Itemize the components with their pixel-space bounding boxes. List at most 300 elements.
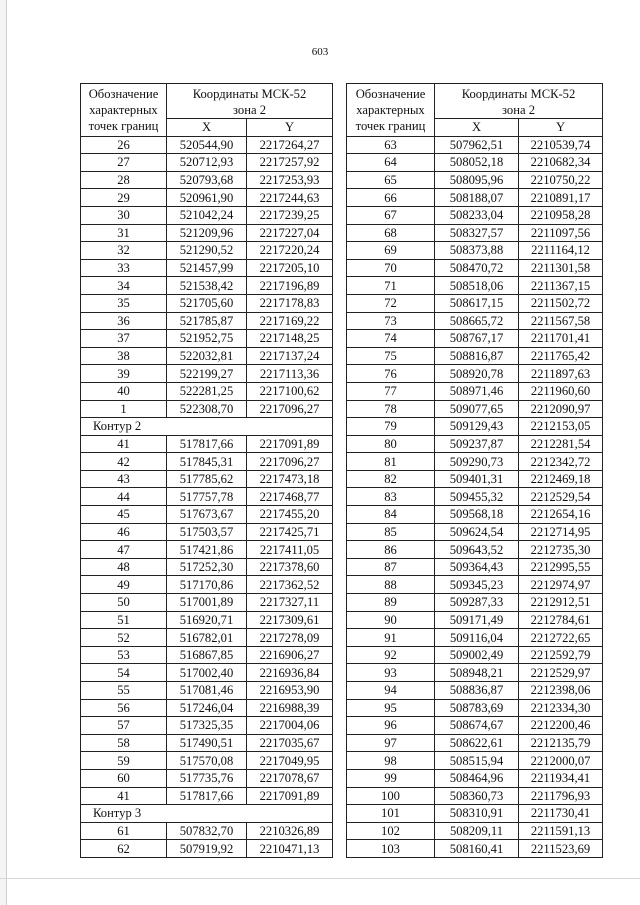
header-label-line-3: точек границ [88, 119, 159, 133]
x-coordinate-cell: 509116,04 [435, 629, 519, 647]
point-id-cell: 88 [347, 576, 435, 594]
coordinates-header-line-2: зона 2 [502, 103, 535, 117]
x-coordinate-cell: 508470,72 [435, 259, 519, 277]
point-id-cell: 76 [347, 365, 435, 383]
y-coordinate-cell: 2217362,52 [247, 576, 333, 594]
table-row [81, 682, 333, 700]
y-coordinate-cell: 2217378,60 [247, 558, 333, 576]
table-row [347, 382, 603, 400]
point-id-cell: 44 [81, 488, 167, 506]
x-coordinate-cell: 520793,68 [167, 171, 247, 189]
x-coordinate-cell: 517421,86 [167, 541, 247, 559]
table-row [347, 259, 603, 277]
x-coordinate-cell: 508373,88 [435, 242, 519, 260]
point-id-cell: 78 [347, 400, 435, 418]
point-id-cell: 58 [81, 734, 167, 752]
x-coordinate-cell: 520961,90 [167, 189, 247, 207]
table-row [81, 347, 333, 365]
table-row [347, 470, 603, 488]
y-coordinate-cell: 2211730,41 [519, 805, 603, 823]
x-coordinate-cell: 521705,60 [167, 294, 247, 312]
table-row [81, 664, 333, 682]
y-coordinate-cell: 2217473,18 [247, 470, 333, 488]
point-id-cell: 68 [347, 224, 435, 242]
table-row [81, 365, 333, 383]
x-coordinate-cell: 508052,18 [435, 154, 519, 172]
y-coordinate-cell: 2212200,46 [519, 717, 603, 735]
header-label-line-2: характерных [356, 103, 425, 117]
y-coordinate-cell: 2217327,11 [247, 594, 333, 612]
y-coordinate-cell: 2216953,90 [247, 682, 333, 700]
y-coordinate-cell: 2211960,60 [519, 382, 603, 400]
x-coordinate-cell: 508622,61 [435, 734, 519, 752]
table-row [347, 189, 603, 207]
point-label-header [81, 84, 167, 137]
y-coordinate-cell: 2212714,95 [519, 523, 603, 541]
x-coordinate-cell: 508674,67 [435, 717, 519, 735]
y-coordinate-cell: 2217227,04 [247, 224, 333, 242]
point-id-cell: 46 [81, 523, 167, 541]
table-row [347, 664, 603, 682]
point-id-cell: 53 [81, 646, 167, 664]
x-coordinate-cell: 509290,73 [435, 453, 519, 471]
point-id-cell: 57 [81, 717, 167, 735]
point-id-cell: 69 [347, 242, 435, 260]
y-coordinate-cell: 2211367,15 [519, 277, 603, 295]
y-coordinate-cell: 2217078,67 [247, 769, 333, 787]
y-coordinate-cell: 2217091,89 [247, 787, 333, 805]
point-id-cell: 40 [81, 382, 167, 400]
table-row [81, 224, 333, 242]
point-id-cell: 54 [81, 664, 167, 682]
y-coordinate-cell: 2212995,55 [519, 558, 603, 576]
point-id-cell: 39 [81, 365, 167, 383]
table-row [81, 330, 333, 348]
x-coordinate-cell: 516920,71 [167, 611, 247, 629]
table-row [347, 136, 603, 154]
x-coordinate-cell: 507919,92 [167, 840, 247, 858]
coordinates-header [167, 84, 333, 119]
table-row [81, 242, 333, 260]
table-row [81, 488, 333, 506]
x-coordinate-cell: 522308,70 [167, 400, 247, 418]
y-coordinate-cell: 2216906,27 [247, 646, 333, 664]
x-coordinate-cell: 507832,70 [167, 822, 247, 840]
y-coordinate-cell: 2217425,71 [247, 523, 333, 541]
table-row [81, 189, 333, 207]
point-id-cell: 101 [347, 805, 435, 823]
point-id-cell: 38 [81, 347, 167, 365]
point-id-cell: 41 [81, 435, 167, 453]
y-coordinate-cell: 2217035,67 [247, 734, 333, 752]
table-row [347, 330, 603, 348]
table-row [347, 629, 603, 647]
table-row [81, 206, 333, 224]
table-row [347, 787, 603, 805]
y-coordinate-cell: 2217137,24 [247, 347, 333, 365]
point-id-cell: 79 [347, 418, 435, 436]
point-id-cell: 28 [81, 171, 167, 189]
point-id-cell: 100 [347, 787, 435, 805]
y-coordinate-cell: 2211164,12 [519, 242, 603, 260]
point-id-cell: 70 [347, 259, 435, 277]
y-coordinate-cell: 2217096,27 [247, 400, 333, 418]
page-number: 603 [311, 46, 329, 58]
x-coordinate-cell: 517817,66 [167, 435, 247, 453]
point-id-cell: 62 [81, 840, 167, 858]
x-coordinate-cell: 508617,15 [435, 294, 519, 312]
x-coordinate-cell: 517001,89 [167, 594, 247, 612]
y-coordinate-cell: 2217178,83 [247, 294, 333, 312]
table-row [347, 488, 603, 506]
point-id-cell: 97 [347, 734, 435, 752]
table-row [347, 418, 603, 436]
y-coordinate-cell: 2217239,25 [247, 206, 333, 224]
y-coordinate-cell: 2210539,74 [519, 136, 603, 154]
x-coordinate-cell: 508920,78 [435, 365, 519, 383]
x-coordinate-cell: 509077,65 [435, 400, 519, 418]
x-coordinate-cell: 517170,86 [167, 576, 247, 594]
y-coordinate-cell: 2212398,06 [519, 682, 603, 700]
x-coordinate-cell: 517246,04 [167, 699, 247, 717]
table-row [81, 734, 333, 752]
y-coordinate-cell: 2210682,34 [519, 154, 603, 172]
page-edge-shadow [0, 0, 7, 905]
point-id-cell: 56 [81, 699, 167, 717]
table-row [81, 259, 333, 277]
table-row [81, 629, 333, 647]
table-row [347, 541, 603, 559]
y-coordinate-cell: 2211897,63 [519, 365, 603, 383]
table-row [347, 822, 603, 840]
y-coordinate-cell: 2212735,30 [519, 541, 603, 559]
x-coordinate-cell: 509401,31 [435, 470, 519, 488]
x-coordinate-cell: 521457,99 [167, 259, 247, 277]
y-coordinate-cell: 2211097,56 [519, 224, 603, 242]
table-row [347, 752, 603, 770]
x-coordinate-cell: 508464,96 [435, 769, 519, 787]
x-coordinate-cell: 521952,75 [167, 330, 247, 348]
y-coordinate-cell: 2217253,93 [247, 171, 333, 189]
coordinates-header-line-2: зона 2 [233, 103, 266, 117]
x-coordinate-cell: 508783,69 [435, 699, 519, 717]
x-coordinate-cell: 517845,31 [167, 453, 247, 471]
x-coordinate-cell: 508816,87 [435, 347, 519, 365]
y-coordinate-cell: 2217169,22 [247, 312, 333, 330]
table-row [347, 400, 603, 418]
table-row [347, 506, 603, 524]
y-coordinate-cell: 2217455,20 [247, 506, 333, 524]
coordinates-table-right [346, 83, 603, 858]
x-coordinate-cell: 509171,49 [435, 611, 519, 629]
y-coordinate-cell: 2212912,51 [519, 594, 603, 612]
x-coordinate-cell: 508160,41 [435, 840, 519, 858]
table-row [347, 840, 603, 858]
point-id-cell: 50 [81, 594, 167, 612]
x-coordinate-cell: 509002,49 [435, 646, 519, 664]
point-id-cell: 36 [81, 312, 167, 330]
x-coordinate-cell: 509643,52 [435, 541, 519, 559]
point-id-cell: 83 [347, 488, 435, 506]
table-row [81, 576, 333, 594]
table-row [347, 682, 603, 700]
x-coordinate-cell: 509345,23 [435, 576, 519, 594]
point-id-cell: 49 [81, 576, 167, 594]
point-id-cell: 91 [347, 629, 435, 647]
table-row [81, 840, 333, 858]
point-id-cell: 67 [347, 206, 435, 224]
point-id-cell: 93 [347, 664, 435, 682]
y-coordinate-cell: 2211765,42 [519, 347, 603, 365]
table-row [347, 277, 603, 295]
x-coordinate-cell: 509624,54 [435, 523, 519, 541]
table-row [81, 294, 333, 312]
point-id-cell: 63 [347, 136, 435, 154]
x-coordinate-cell: 516867,85 [167, 646, 247, 664]
y-coordinate-cell: 2212281,54 [519, 435, 603, 453]
y-coordinate-cell: 2217220,24 [247, 242, 333, 260]
x-coordinate-cell: 520544,90 [167, 136, 247, 154]
point-id-cell: 37 [81, 330, 167, 348]
point-id-cell: 73 [347, 312, 435, 330]
header-label-line-1: Обозначение [355, 87, 426, 101]
table-row [81, 646, 333, 664]
y-coordinate-cell: 2212529,97 [519, 664, 603, 682]
x-coordinate-cell: 517757,78 [167, 488, 247, 506]
table-row [347, 206, 603, 224]
y-coordinate-cell: 2212974,97 [519, 576, 603, 594]
y-coordinate-cell: 2217264,27 [247, 136, 333, 154]
x-coordinate-cell: 508327,57 [435, 224, 519, 242]
table-row [347, 242, 603, 260]
y-coordinate-cell: 2212342,72 [519, 453, 603, 471]
table-row [347, 646, 603, 664]
point-id-cell: 96 [347, 717, 435, 735]
point-id-cell: 77 [347, 382, 435, 400]
table-row [347, 576, 603, 594]
contour-label: Контур 2 [81, 418, 333, 436]
table-row [347, 699, 603, 717]
point-id-cell: 92 [347, 646, 435, 664]
x-coordinate-cell: 517785,62 [167, 470, 247, 488]
table-row [81, 277, 333, 295]
point-id-cell: 45 [81, 506, 167, 524]
point-id-cell: 82 [347, 470, 435, 488]
table-row [81, 717, 333, 735]
table-header-row [347, 84, 603, 119]
table-row [347, 224, 603, 242]
y-coordinate-cell: 2217113,36 [247, 365, 333, 383]
point-id-cell: 90 [347, 611, 435, 629]
y-coordinate-cell: 2211523,69 [519, 840, 603, 858]
coordinates-header [435, 84, 603, 119]
table-row [81, 558, 333, 576]
y-coordinate-cell: 2210891,17 [519, 189, 603, 207]
x-coordinate-cell: 509237,87 [435, 435, 519, 453]
table-row [347, 558, 603, 576]
point-id-cell: 95 [347, 699, 435, 717]
table-row [347, 717, 603, 735]
coordinates-header-line-1: Координаты МСК-52 [461, 87, 576, 101]
point-id-cell: 94 [347, 682, 435, 700]
point-id-cell: 61 [81, 822, 167, 840]
point-id-cell: 55 [81, 682, 167, 700]
y-coordinate-cell: 2217468,77 [247, 488, 333, 506]
table-row [347, 435, 603, 453]
point-id-cell: 89 [347, 594, 435, 612]
table-row [81, 312, 333, 330]
point-id-cell: 102 [347, 822, 435, 840]
point-id-cell: 27 [81, 154, 167, 172]
y-coordinate-cell: 2217309,61 [247, 611, 333, 629]
y-coordinate-cell: 2210326,89 [247, 822, 333, 840]
x-coordinate-cell: 508095,96 [435, 171, 519, 189]
y-coordinate-cell: 2211934,41 [519, 769, 603, 787]
y-coordinate-cell: 2217091,89 [247, 435, 333, 453]
point-id-cell: 103 [347, 840, 435, 858]
y-coordinate-cell: 2212334,30 [519, 699, 603, 717]
x-coordinate-cell: 522199,27 [167, 365, 247, 383]
table-row [347, 523, 603, 541]
y-coordinate-cell: 2217049,95 [247, 752, 333, 770]
y-coordinate-cell: 2212153,05 [519, 418, 603, 436]
y-coordinate-cell: 2217196,89 [247, 277, 333, 295]
point-id-cell: 1 [81, 400, 167, 418]
contour-header-row [81, 805, 333, 823]
x-coordinate-cell: 521538,42 [167, 277, 247, 295]
point-id-cell: 47 [81, 541, 167, 559]
contour-label: Контур 3 [81, 805, 333, 823]
point-id-cell: 66 [347, 189, 435, 207]
x-column-header: X [167, 119, 247, 137]
table-row [81, 523, 333, 541]
table-row [81, 400, 333, 418]
x-coordinate-cell: 516782,01 [167, 629, 247, 647]
y-coordinate-cell: 2212592,79 [519, 646, 603, 664]
point-id-cell: 81 [347, 453, 435, 471]
y-coordinate-cell: 2211502,72 [519, 294, 603, 312]
table-row [81, 382, 333, 400]
point-id-cell: 99 [347, 769, 435, 787]
table-row [347, 347, 603, 365]
x-coordinate-cell: 517503,57 [167, 523, 247, 541]
y-coordinate-cell: 2211701,41 [519, 330, 603, 348]
table-row [81, 136, 333, 154]
x-coordinate-cell: 517002,40 [167, 664, 247, 682]
x-coordinate-cell: 517252,30 [167, 558, 247, 576]
table-row [347, 769, 603, 787]
point-id-cell: 51 [81, 611, 167, 629]
x-column-header: X [435, 119, 519, 137]
header-label-line-1: Обозначение [88, 87, 159, 101]
y-coordinate-cell: 2217278,09 [247, 629, 333, 647]
table-row [347, 734, 603, 752]
point-id-cell: 35 [81, 294, 167, 312]
table-row [81, 699, 333, 717]
y-coordinate-cell: 2217205,10 [247, 259, 333, 277]
coordinates-table-right-body [347, 84, 603, 858]
x-coordinate-cell: 521209,96 [167, 224, 247, 242]
point-id-cell: 86 [347, 541, 435, 559]
x-coordinate-cell: 522281,25 [167, 382, 247, 400]
y-coordinate-cell: 2212469,18 [519, 470, 603, 488]
point-id-cell: 41 [81, 787, 167, 805]
x-coordinate-cell: 517570,08 [167, 752, 247, 770]
x-coordinate-cell: 517735,76 [167, 769, 247, 787]
x-coordinate-cell: 521290,52 [167, 242, 247, 260]
y-coordinate-cell: 2217100,62 [247, 382, 333, 400]
x-coordinate-cell: 509455,32 [435, 488, 519, 506]
table-row [347, 611, 603, 629]
point-id-cell: 31 [81, 224, 167, 242]
coordinates-header-line-1: Координаты МСК-52 [192, 87, 307, 101]
point-id-cell: 84 [347, 506, 435, 524]
point-id-cell: 32 [81, 242, 167, 260]
x-coordinate-cell: 507962,51 [435, 136, 519, 154]
point-id-cell: 42 [81, 453, 167, 471]
y-coordinate-cell: 2217244,63 [247, 189, 333, 207]
table-row [81, 506, 333, 524]
point-id-cell: 43 [81, 470, 167, 488]
contour-header-row [81, 418, 333, 436]
table-row [81, 822, 333, 840]
x-coordinate-cell: 509568,18 [435, 506, 519, 524]
y-coordinate-cell: 2212654,16 [519, 506, 603, 524]
x-coordinate-cell: 508310,91 [435, 805, 519, 823]
x-coordinate-cell: 509129,43 [435, 418, 519, 436]
x-coordinate-cell: 508665,72 [435, 312, 519, 330]
table-row [347, 453, 603, 471]
table-row [81, 752, 333, 770]
point-id-cell: 59 [81, 752, 167, 770]
y-coordinate-cell: 2210958,28 [519, 206, 603, 224]
point-id-cell: 87 [347, 558, 435, 576]
table-row [81, 154, 333, 172]
point-id-cell: 74 [347, 330, 435, 348]
x-coordinate-cell: 508188,07 [435, 189, 519, 207]
point-id-cell: 52 [81, 629, 167, 647]
y-coordinate-cell: 2217148,25 [247, 330, 333, 348]
x-coordinate-cell: 520712,93 [167, 154, 247, 172]
point-label-header [347, 84, 435, 137]
table-row [81, 453, 333, 471]
x-coordinate-cell: 509287,33 [435, 594, 519, 612]
x-coordinate-cell: 508233,04 [435, 206, 519, 224]
y-coordinate-cell: 2211796,93 [519, 787, 603, 805]
y-coordinate-cell: 2212529,54 [519, 488, 603, 506]
point-id-cell: 26 [81, 136, 167, 154]
y-coordinate-cell: 2217096,27 [247, 453, 333, 471]
point-id-cell: 64 [347, 154, 435, 172]
y-coordinate-cell: 2212135,79 [519, 734, 603, 752]
point-id-cell: 98 [347, 752, 435, 770]
y-coordinate-cell: 2217004,06 [247, 717, 333, 735]
point-id-cell: 85 [347, 523, 435, 541]
y-coordinate-cell: 2217411,05 [247, 541, 333, 559]
x-coordinate-cell: 508767,17 [435, 330, 519, 348]
table-row [347, 294, 603, 312]
x-coordinate-cell: 508360,73 [435, 787, 519, 805]
page-fold-line [0, 878, 640, 879]
table-row [81, 470, 333, 488]
x-coordinate-cell: 517325,35 [167, 717, 247, 735]
y-coordinate-cell: 2212784,61 [519, 611, 603, 629]
x-coordinate-cell: 509364,43 [435, 558, 519, 576]
table-row [81, 611, 333, 629]
table-row [81, 594, 333, 612]
y-column-header: Y [519, 119, 603, 137]
y-coordinate-cell: 2212722,65 [519, 629, 603, 647]
